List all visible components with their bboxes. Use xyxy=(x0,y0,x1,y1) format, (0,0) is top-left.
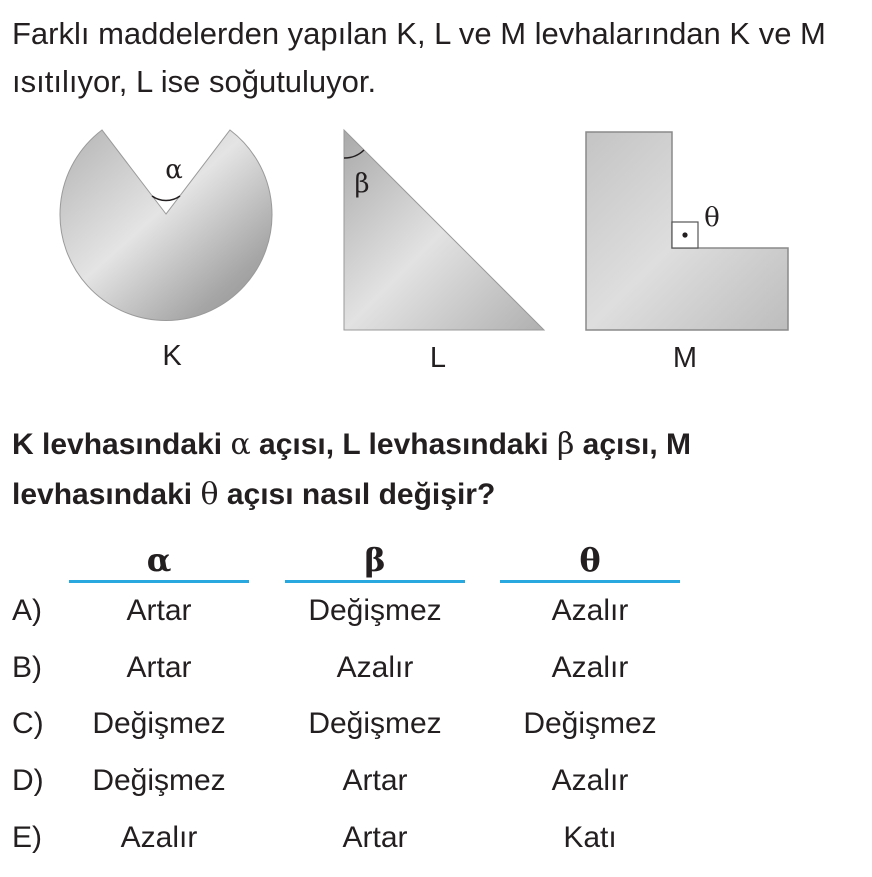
question-beta-symbol: β xyxy=(556,427,575,462)
angle-theta-symbol: θ xyxy=(704,203,720,233)
option-cell-theta: Değişmez xyxy=(523,707,657,740)
option-cell-theta: Azalır xyxy=(551,594,629,627)
figure-label-m: M xyxy=(672,342,698,374)
question-part-3: açısı, M levhasındaki xyxy=(12,428,692,511)
option-cell-theta: Azalır xyxy=(551,764,629,797)
intro-text: Farklı maddelerden yapılan K, L ve M levhalarından K ve M ısıtılıyor, L ise soğutuluyor. xyxy=(12,16,826,99)
option-cell-beta: Artar xyxy=(342,821,408,854)
column-header-alpha: α xyxy=(146,541,172,579)
option-letter[interactable]: A) xyxy=(12,594,42,627)
question-text xyxy=(12,420,862,520)
plate-m xyxy=(586,132,788,330)
option-cell-beta: Artar xyxy=(342,764,408,797)
plate-l xyxy=(344,130,544,330)
option-cell-theta: Azalır xyxy=(551,651,629,684)
option-cell-alpha: Artar xyxy=(126,594,192,627)
figures xyxy=(0,118,872,378)
question-part-2: açısı, L levhasındaki xyxy=(250,428,557,461)
option-cell-beta: Azalır xyxy=(336,651,414,684)
option-letter[interactable]: D) xyxy=(12,764,44,797)
column-header-beta: β xyxy=(364,541,386,579)
question-part-4: açısı nasıl değişir? xyxy=(218,478,496,511)
figure-label-k: K xyxy=(162,340,182,372)
question-part-1: K levhasındaki xyxy=(12,428,231,461)
option-letter[interactable]: C) xyxy=(12,707,44,740)
angle-alpha-symbol: α xyxy=(165,155,183,185)
plate-k xyxy=(60,130,272,320)
option-cell-beta: Değişmez xyxy=(308,707,442,740)
option-cell-alpha: Azalır xyxy=(120,821,198,854)
option-cell-alpha: Değişmez xyxy=(92,707,226,740)
column-underline-beta xyxy=(285,580,465,583)
column-header-theta: θ xyxy=(579,541,601,579)
column-underline-theta xyxy=(500,580,680,583)
option-letter[interactable]: B) xyxy=(12,651,42,684)
option-cell-alpha: Değişmez xyxy=(92,764,226,797)
option-cell-beta: Değişmez xyxy=(308,594,442,627)
column-underline-alpha xyxy=(69,580,249,583)
question-alpha-symbol: α xyxy=(230,427,251,462)
figure-label-l: L xyxy=(429,342,447,374)
option-cell-theta: Katı xyxy=(563,821,617,854)
option-letter[interactable]: E) xyxy=(12,821,42,854)
angle-beta-symbol: β xyxy=(354,169,370,199)
option-cell-alpha: Artar xyxy=(126,651,192,684)
question-theta-symbol: θ xyxy=(200,477,219,512)
